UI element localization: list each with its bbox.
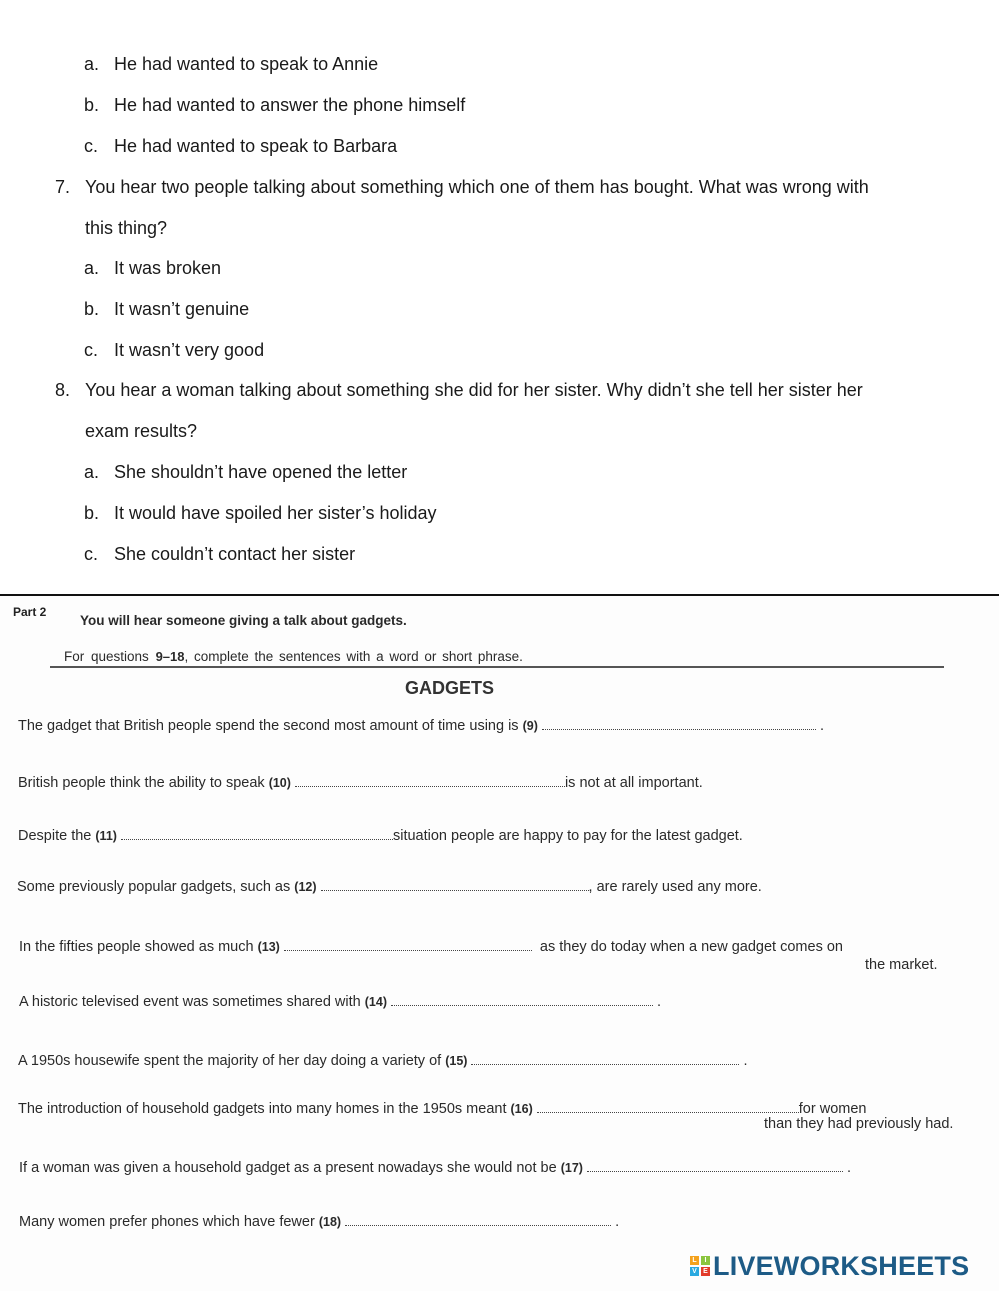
option-text: She shouldn’t have opened the letter [114,462,408,482]
option-text: It wasn’t genuine [114,299,250,319]
sentence-end: . [819,718,824,734]
sentence-q16-line2: than they had previously had. [764,1116,954,1132]
answer-blank-16[interactable] [537,1100,799,1113]
option-letter: c. [84,136,99,156]
sentence-text: The gadget that British people spend the second most amount of time using is [18,718,519,734]
option-letter: c. [84,544,99,564]
instruction-range: 9–18 [155,649,185,664]
answer-blank-15[interactable] [471,1052,739,1065]
sentence-end: . [743,1053,748,1069]
question-number: (11) [95,829,117,843]
q7-option-c [84,339,264,361]
question-8 [55,379,863,401]
sentence-text: Many women prefer phones which have fewer [19,1214,315,1230]
sentence-q15 [18,1052,748,1070]
answer-blank-17[interactable] [587,1159,843,1172]
sentence-q14 [19,993,661,1011]
sentence-text: Despite the [18,828,92,844]
option-text: It would have spoiled her sister’s holiday [114,503,437,523]
answer-blank-14[interactable] [391,993,653,1006]
q8-option-b [84,502,437,524]
q8-option-c [84,543,355,565]
sentence-q11 [18,827,743,845]
question-8-line2: exam results? [85,421,198,441]
q6-option-a [84,53,378,75]
sentence-end: , are rarely used any more. [588,879,762,895]
sentence-q16 [18,1100,866,1118]
q6-option-c [84,135,397,157]
sentence-q9 [18,717,824,735]
logo-letter-i: I [701,1256,710,1265]
question-number: (10) [268,776,291,790]
question-number: (12) [294,880,317,894]
sentence-q10 [18,774,703,792]
instruction-rule [50,666,944,668]
logo-letter-l: L [690,1256,699,1265]
sentence-q13-line2: the market. [865,957,938,973]
question-number: (17) [560,1161,583,1175]
q7-option-a [84,257,221,279]
sentence-q17 [19,1159,851,1177]
option-letter: a. [84,462,100,482]
question-number: (15) [445,1054,468,1068]
option-text: She couldn’t contact her sister [114,544,356,564]
option-letter: a. [84,258,100,278]
question-number: (9) [522,719,538,733]
question-number: (16) [510,1102,533,1116]
question-7-line2: this thing? [85,218,168,238]
gadgets-heading: GADGETS [405,678,495,698]
answer-blank-11[interactable] [121,827,393,840]
liveworksheets-logo[interactable] [690,1251,969,1281]
answer-blank-18[interactable] [345,1213,611,1226]
sentence-end: . [847,1160,852,1176]
option-text: He had wanted to speak to Annie [114,54,379,74]
answer-blank-9[interactable] [542,717,816,730]
question-number: 8. [55,380,71,400]
sentence-end: . [657,994,662,1010]
option-text: He had wanted to speak to Barbara [114,136,398,156]
question-text: You hear a woman talking about something she did for her sister. Why didn’t she tell her sister her [85,380,863,400]
option-letter: b. [84,299,100,319]
answer-blank-10[interactable] [295,774,565,787]
sentence-text: A historic televised event was sometimes shared with [19,994,361,1010]
sentence-text: The introduction of household gadgets into many homes in the 1950s meant [18,1101,507,1117]
sentence-end: is not at all important. [564,775,703,791]
option-letter: a. [84,54,100,74]
option-letter: b. [84,95,100,115]
sentence-text: Some previously popular gadgets, such as [17,879,291,895]
sentence-end: for women [798,1101,867,1117]
sentence-text: British people think the ability to speak [18,775,265,791]
sentence-text: A 1950s housewife spent the majority of her day doing a variety of [18,1053,442,1069]
sentence-end: situation people are happy to pay for the latest gadget. [392,828,743,844]
option-letter: b. [84,503,100,523]
part-label: Part 2 [13,605,47,619]
sentence-end: . [615,1214,620,1230]
option-letter: c. [84,340,99,360]
answer-blank-13[interactable] [284,938,532,951]
question-7 [55,176,869,198]
q8-option-a [84,461,407,483]
q6-option-b [84,94,465,116]
question-text: You hear two people talking about something which one of them has bought. What was wrong with [85,177,869,197]
option-text: It wasn’t very good [114,340,265,360]
option-text: He had wanted to answer the phone himself [114,95,466,115]
logo-mark-icon [690,1256,710,1276]
question-number: (14) [364,995,387,1009]
question-number: (13) [257,940,280,954]
sentence-text: If a woman was given a household gadget as a present nowadays she would not be [19,1160,557,1176]
q7-option-b [84,298,249,320]
question-number: 7. [55,177,71,197]
question-number: (18) [318,1215,342,1229]
part-instruction [64,648,523,666]
answer-blank-12[interactable] [321,878,589,891]
instruction-pre: For questions [64,649,149,664]
sentence-q18 [19,1213,619,1231]
part-intro: You will hear someone giving a talk about gadgets. [80,613,407,628]
instruction-post: , complete the sentences with a word or short phrase. [184,649,523,664]
sentence-end: as they do today when a new gadget comes on [539,939,843,955]
logo-letter-e: E [701,1267,710,1276]
sentence-q12 [17,878,762,896]
option-text: It was broken [114,258,222,278]
logo-letter-v: V [690,1267,699,1276]
sentence-q13 [19,938,843,956]
sentence-text: In the fifties people showed as much [19,939,254,955]
logo-text: LIVEWORKSHEETS [713,1250,970,1281]
